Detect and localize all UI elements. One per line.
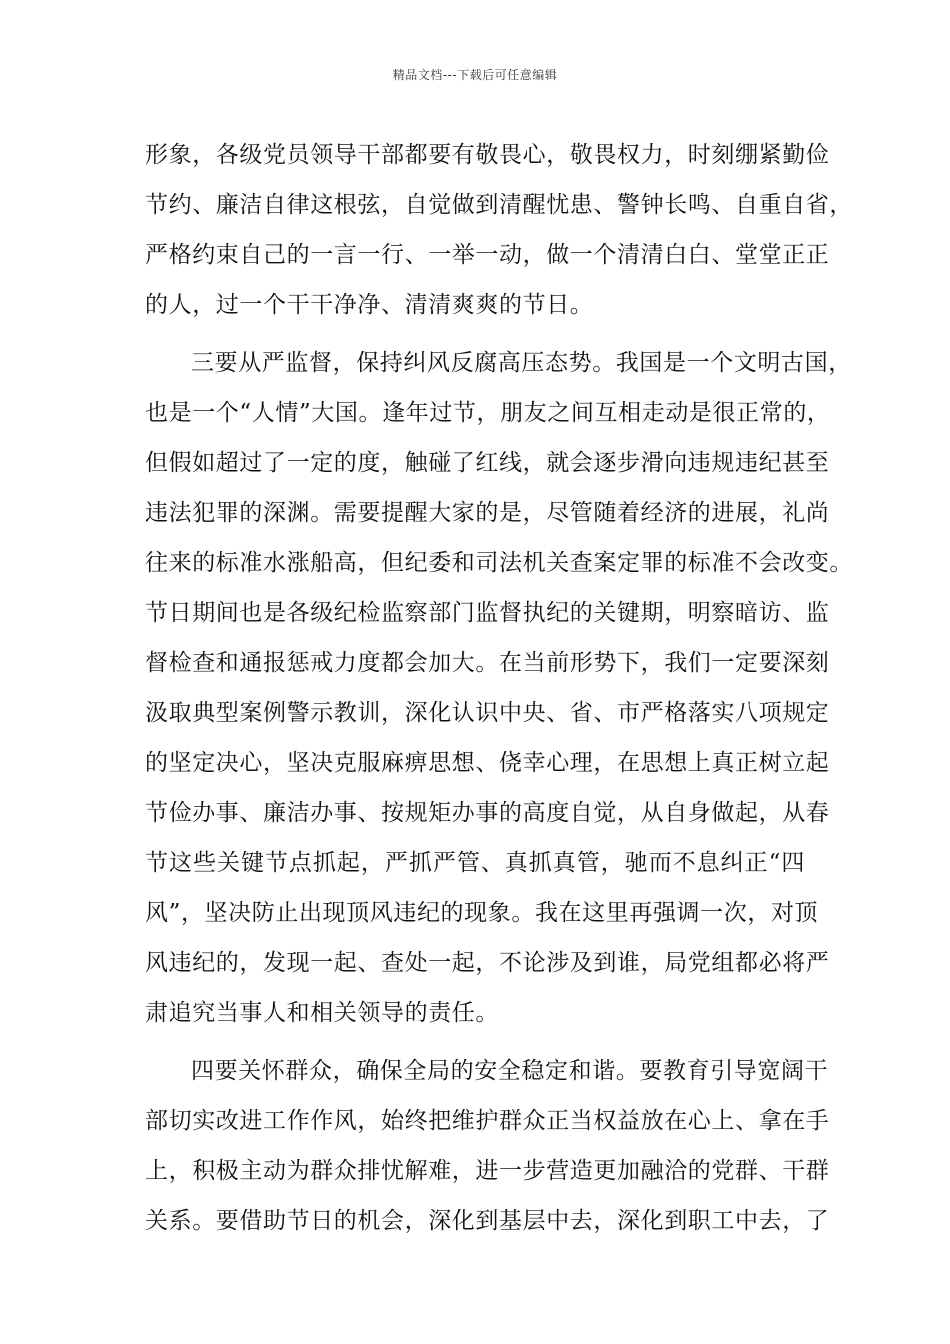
text-line: 节俭办事、廉洁办事、按规矩办事的高度自觉，从自身做起，从春: [145, 800, 830, 826]
text-line: 部切实改进工作作风，始终把维护群众正当权益放在心上、拿在手: [145, 1108, 830, 1134]
text-line: 节这些关键节点抓起，严抓严管、真抓真管，驰而不息纠正“四: [145, 850, 805, 876]
text-line: 严格约束自己的一言一行、一举一动，做一个清清白白、堂堂正正: [145, 242, 830, 268]
text-line: 节约、廉洁自律这根弦，自觉做到清醒忧患、警钟长鸣、自重自省，: [145, 192, 853, 218]
text-line: 汲取典型案例警示教训，深化认识中央、省、市严格落实八项规定: [145, 700, 830, 726]
paragraph: [145, 130, 853, 330]
text-line: 四要关怀群众，确保全局的安全稳定和谐。要教育引导宽阔干: [191, 1058, 829, 1084]
paragraph: [145, 338, 853, 1038]
text-line: 的人，过一个干干净净、清清爽爽的节日。: [145, 292, 594, 318]
text-line: 风”，坚决防止出现顶风违纪的现象。我在这里再强调一次，对顶: [145, 900, 819, 926]
text-line: 但假如超过了一定的度，触碰了红线，就会逐步滑向违规违纪甚至: [145, 450, 830, 476]
text-line: 往来的标准水涨船高，但纪委和司法机关查案定罪的标准不会改变。: [145, 550, 853, 576]
text-line: 督检查和通报惩戒力度都会加大。在当前形势下，我们一定要深刻: [145, 650, 830, 676]
page-header: 精品文档---下载后可任意编辑: [392, 68, 558, 82]
text-line: 风违纪的，发现一起、查处一起，不论涉及到谁，局党组都必将严: [145, 950, 830, 976]
text-line: 关系。要借助节日的机会，深化到基层中去，深化到职工中去，了: [145, 1208, 830, 1234]
text-line: 违法犯罪的深渊。需要提醒大家的是，尽管随着经济的进展，礼尚: [145, 500, 830, 526]
text-line: 肃追究当事人和相关领导的责任。: [145, 1000, 499, 1026]
document-body: [145, 130, 853, 1246]
paragraph: [145, 1046, 830, 1246]
text-line: 节日期间也是各级纪检监察部门监督执纪的关键期，明察暗访、监: [145, 600, 830, 626]
text-line: 三要从严监督，保持纠风反腐高压态势。我国是一个文明古国，: [191, 350, 852, 376]
text-line: 也是一个“人情”大国。逢年过节，朋友之间互相走动是很正常的，: [145, 400, 831, 426]
text-line: 形象，各级党员领导干部都要有敬畏心，敬畏权力，时刻绷紧勤俭: [145, 142, 830, 168]
text-line: 上，积极主动为群众排忧解难，进一步营造更加融洽的党群、干群: [145, 1158, 830, 1184]
text-line: 的坚定决心，坚决克服麻痹思想、侥幸心理，在思想上真正树立起: [145, 750, 830, 776]
